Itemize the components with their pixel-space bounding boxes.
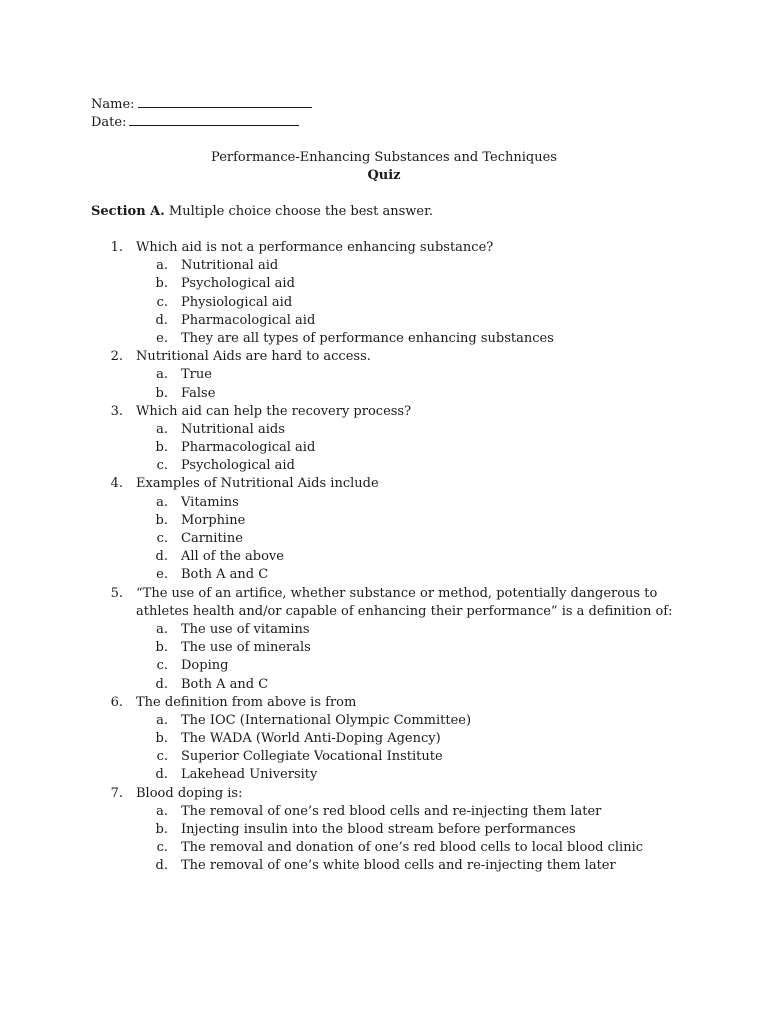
question-text: Nutritional Aids are hard to access. bbox=[136, 349, 371, 365]
option-letter: a. bbox=[156, 803, 168, 819]
name-field bbox=[91, 94, 312, 114]
answer-option bbox=[0, 312, 768, 330]
section-label: Section A. bbox=[91, 204, 165, 219]
option-text: All of the above bbox=[181, 549, 284, 565]
option-letter: a. bbox=[156, 712, 168, 728]
question-line bbox=[0, 475, 768, 493]
question-text: Examples of Nutritional Aids include bbox=[136, 476, 379, 492]
option-letter: a. bbox=[156, 258, 168, 274]
answer-option bbox=[0, 439, 768, 457]
question-number: 7. bbox=[110, 785, 123, 801]
answer-option bbox=[0, 821, 768, 839]
answer-option bbox=[0, 548, 768, 566]
quiz-title: Performance-Enhancing Substances and Techniques bbox=[211, 150, 557, 165]
option-letter: a. bbox=[156, 367, 168, 383]
question-number: 4. bbox=[110, 476, 123, 492]
option-text: Superior Collegiate Vocational Institute bbox=[181, 749, 443, 765]
option-letter: b. bbox=[155, 731, 168, 747]
option-text: Psychological aid bbox=[181, 458, 295, 474]
option-letter: c. bbox=[156, 458, 168, 474]
answer-option bbox=[0, 639, 768, 657]
option-text: The removal of one’s red blood cells and re-injecting them later bbox=[181, 803, 602, 819]
answer-option bbox=[0, 730, 768, 748]
answer-option bbox=[0, 857, 768, 875]
option-letter: d. bbox=[155, 858, 168, 874]
option-letter: a. bbox=[156, 494, 168, 510]
option-letter: d. bbox=[155, 549, 168, 565]
option-letter: d. bbox=[155, 312, 168, 328]
answer-option bbox=[0, 457, 768, 475]
question-line bbox=[0, 403, 768, 421]
date-label: Date: bbox=[91, 115, 127, 130]
option-text: False bbox=[181, 385, 216, 401]
answer-option bbox=[0, 748, 768, 766]
name-label: Name: bbox=[91, 97, 135, 112]
option-text: Psychological aid bbox=[181, 276, 295, 292]
question-text: “The use of an artifice, whether substance or method, potentially dangerous to bbox=[136, 585, 658, 601]
option-text: Both A and C bbox=[181, 567, 269, 583]
section-instruction: Multiple choice choose the best answer. bbox=[164, 204, 433, 219]
option-text: Carnitine bbox=[181, 531, 243, 546]
answer-option bbox=[0, 803, 768, 821]
question-number: 1. bbox=[110, 240, 123, 255]
answer-option bbox=[0, 275, 768, 293]
question-number: 3. bbox=[110, 403, 123, 419]
option-text: The IOC (International Olympic Committee) bbox=[181, 712, 472, 728]
option-text: The use of minerals bbox=[181, 640, 311, 656]
option-text: The removal of one’s white blood cells and re-injecting them later bbox=[181, 858, 616, 874]
answer-option bbox=[0, 621, 768, 639]
option-letter: e. bbox=[156, 567, 168, 583]
answer-option bbox=[0, 530, 768, 548]
option-letter: d. bbox=[155, 676, 168, 692]
option-text: Pharmacological aid bbox=[181, 312, 316, 328]
option-letter: c. bbox=[156, 294, 168, 310]
section-heading bbox=[91, 203, 433, 221]
answer-option bbox=[0, 385, 768, 403]
option-letter: a. bbox=[156, 621, 168, 637]
answer-option bbox=[0, 839, 768, 857]
question-line bbox=[0, 603, 768, 621]
option-letter: e. bbox=[156, 330, 168, 346]
option-text: Injecting insulin into the blood stream before performances bbox=[181, 822, 576, 837]
option-text: Vitamins bbox=[181, 494, 239, 510]
question-text: athletes health and/or capable of enhancing their performance” is a definition of: bbox=[136, 603, 673, 619]
date-field bbox=[91, 112, 299, 132]
option-letter: b. bbox=[155, 276, 168, 292]
question-text: Blood doping is: bbox=[136, 785, 243, 801]
name-blank-line bbox=[138, 94, 312, 108]
option-text: Pharmacological aid bbox=[181, 440, 316, 456]
option-text: Doping bbox=[181, 658, 229, 674]
option-text: Lakehead University bbox=[181, 767, 318, 783]
option-letter: b. bbox=[155, 640, 168, 656]
answer-option bbox=[0, 366, 768, 384]
option-text: The WADA (World Anti-Doping Agency) bbox=[181, 731, 441, 747]
option-letter: b. bbox=[155, 385, 168, 401]
answer-option bbox=[0, 766, 768, 784]
question-text: Which aid is not a performance enhancing substance? bbox=[136, 240, 494, 255]
answer-option bbox=[0, 294, 768, 312]
question-line bbox=[0, 585, 768, 603]
date-blank-line bbox=[129, 112, 299, 126]
question-line bbox=[0, 785, 768, 803]
option-text: Nutritional aids bbox=[181, 421, 285, 437]
question-number: 2. bbox=[110, 349, 123, 365]
option-text: Physiological aid bbox=[181, 294, 293, 310]
quiz-subtitle: Quiz bbox=[367, 168, 401, 183]
option-letter: b. bbox=[155, 822, 168, 837]
option-text: Both A and C bbox=[181, 676, 269, 692]
option-letter: c. bbox=[156, 658, 168, 674]
question-text: Which aid can help the recovery process? bbox=[136, 403, 412, 419]
question-text: The definition from above is from bbox=[136, 694, 357, 710]
option-letter: b. bbox=[155, 512, 168, 528]
option-letter: c. bbox=[156, 749, 168, 765]
answer-option bbox=[0, 676, 768, 694]
option-letter: b. bbox=[155, 440, 168, 456]
question-line bbox=[0, 694, 768, 712]
option-text: The removal and donation of one’s red blood cells to local blood clinic bbox=[181, 840, 644, 856]
option-text: Morphine bbox=[181, 512, 246, 528]
question-list bbox=[0, 239, 768, 876]
answer-option bbox=[0, 512, 768, 530]
answer-option bbox=[0, 421, 768, 439]
answer-option bbox=[0, 712, 768, 730]
answer-option bbox=[0, 657, 768, 675]
question-line bbox=[0, 239, 768, 257]
option-text: True bbox=[181, 367, 212, 383]
option-text: Nutritional aid bbox=[181, 258, 279, 274]
answer-option bbox=[0, 330, 768, 348]
question-line bbox=[0, 348, 768, 366]
option-letter: c. bbox=[156, 840, 168, 856]
option-text: They are all types of performance enhancing substances bbox=[181, 330, 554, 346]
question-number: 5. bbox=[110, 585, 123, 601]
option-letter: a. bbox=[156, 421, 168, 437]
answer-option bbox=[0, 494, 768, 512]
answer-option bbox=[0, 566, 768, 584]
option-text: The use of vitamins bbox=[181, 621, 310, 637]
option-letter: d. bbox=[155, 767, 168, 783]
question-number: 6. bbox=[110, 694, 123, 710]
option-letter: c. bbox=[156, 531, 168, 546]
answer-option bbox=[0, 257, 768, 275]
